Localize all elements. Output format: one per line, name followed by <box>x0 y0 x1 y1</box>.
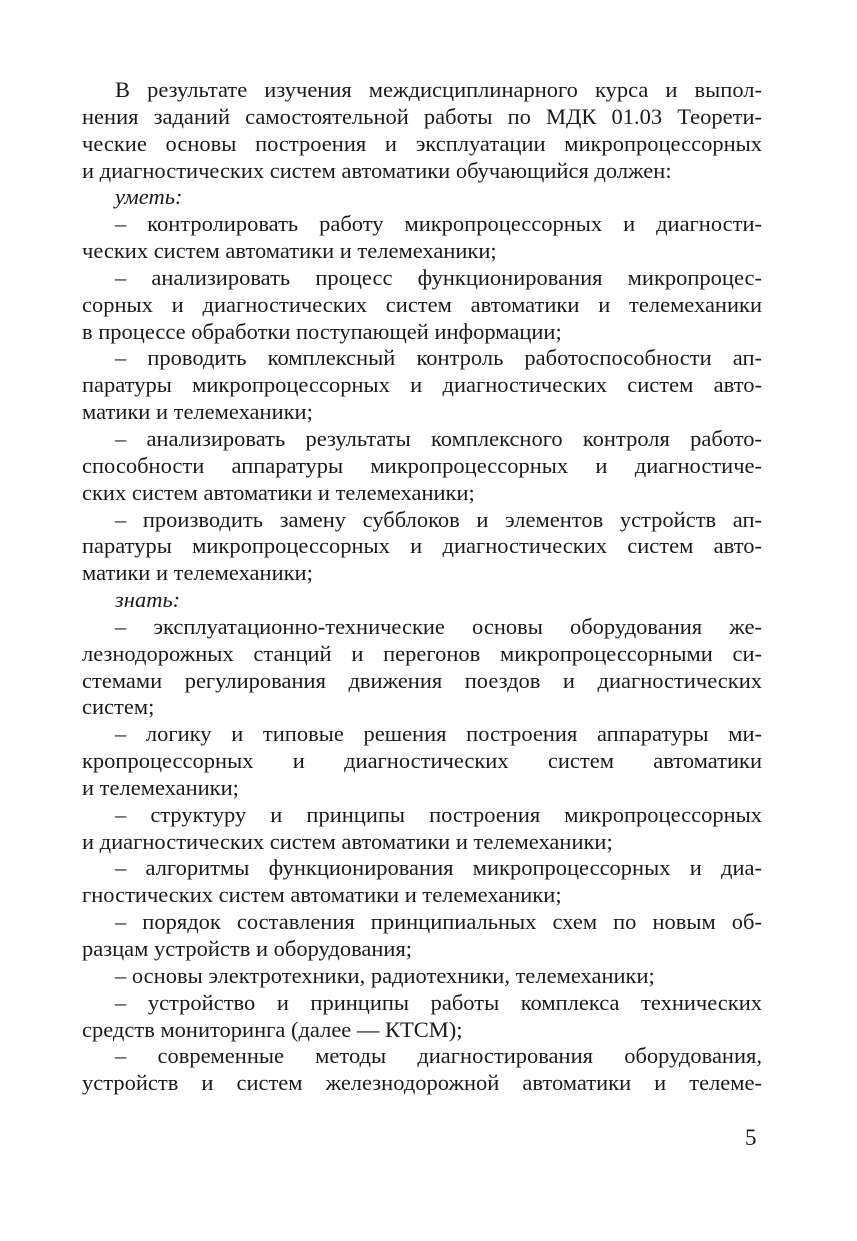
text-line: ческие основы построения и эксплуатации микропроцессорных <box>82 130 762 156</box>
text-line: ских систем автоматики и телемеханики; <box>82 479 475 505</box>
text-line: – производить замену субблоков и элементов устройств ап- <box>115 506 762 532</box>
text-line: – анализировать результаты комплексного контроля работо- <box>115 425 762 451</box>
text-line: матики и телемеханики; <box>82 399 313 425</box>
text-line: паратуры микропроцессорных и диагностических систем авто- <box>82 533 762 559</box>
text-line: лезнодорожных станций и перегонов микропроцессорными си- <box>82 640 762 666</box>
text-line: – основы электротехники, радиотехники, телемеханики; <box>115 962 655 988</box>
text-line: знать: <box>115 587 181 613</box>
paragraph <box>82 909 762 963</box>
text-line: – алгоритмы функционирования микропроцессорных и диа- <box>115 855 762 881</box>
text-line: кропроцессорных и диагностических систем автоматики <box>82 748 762 774</box>
text-line: – эксплуатационно-технические основы оборудования же- <box>115 613 762 639</box>
text-line: средств мониторинга (далее — КТСМ); <box>82 1016 463 1042</box>
text-line: В результате изучения междисциплинарного курса и выпол- <box>115 77 762 102</box>
section-heading <box>82 184 762 211</box>
paragraph <box>82 721 762 802</box>
text-line: – контролировать работу микропроцессорных и диагности- <box>115 211 762 237</box>
text-line: – проводить комплексный контроль работоспособности ап- <box>115 345 762 371</box>
section-heading <box>82 587 762 614</box>
paragraph <box>82 77 762 184</box>
paragraph <box>82 426 762 507</box>
text-line: паратуры микропроцессорных и диагностических систем авто- <box>82 372 762 398</box>
paragraph <box>82 614 762 721</box>
text-line: – анализировать процесс функционирования микропроцес- <box>115 264 762 290</box>
paragraph <box>82 345 762 426</box>
paragraph <box>82 507 762 588</box>
text-line: и диагностических систем автоматики обучающийся должен: <box>82 157 672 183</box>
paragraph <box>82 802 762 856</box>
page-body <box>82 77 762 1097</box>
paragraph <box>82 855 762 909</box>
text-line: нения заданий самостоятельной работы по МДК 01.03 Теорети- <box>82 103 762 129</box>
text-line: систем; <box>82 694 155 720</box>
text-line: и телемеханики; <box>82 774 239 800</box>
text-line: сорных и диагностических систем автоматики и телемеханики <box>82 291 762 317</box>
paragraph <box>82 963 762 990</box>
text-line: – логику и типовые решения построения аппаратуры ми- <box>115 721 762 747</box>
text-line: матики и телемеханики; <box>82 560 313 586</box>
text-line: – современные методы диагностирования оборудования, <box>115 1043 762 1069</box>
paragraph <box>82 265 762 346</box>
text-line: – порядок составления принципиальных схем по новым об- <box>115 909 762 935</box>
paragraph <box>82 990 762 1044</box>
page-number: 5 <box>745 1125 757 1150</box>
text-line: уметь: <box>115 184 183 210</box>
text-line: устройств и систем железнодорожной автоматики и телеме- <box>82 1070 762 1096</box>
text-line: – устройство и принципы работы комплекса технических <box>115 989 762 1015</box>
text-line: и диагностических систем автоматики и телемеханики; <box>82 828 613 854</box>
text-line: стемами регулирования движения поездов и диагностических <box>82 667 762 693</box>
paragraph <box>82 211 762 265</box>
paragraph <box>82 1043 762 1097</box>
text-line: разцам устройств и оборудования; <box>82 936 413 961</box>
text-line: гностических систем автоматики и телемеханики; <box>82 882 562 908</box>
text-line: ческих систем автоматики и телемеханики; <box>82 238 497 264</box>
text-line: в процессе обработки поступающей информации; <box>82 318 562 344</box>
text-line: – структуру и принципы построения микропроцессорных <box>115 801 762 827</box>
text-line: способности аппаратуры микропроцессорных и диагностиче- <box>82 452 762 478</box>
